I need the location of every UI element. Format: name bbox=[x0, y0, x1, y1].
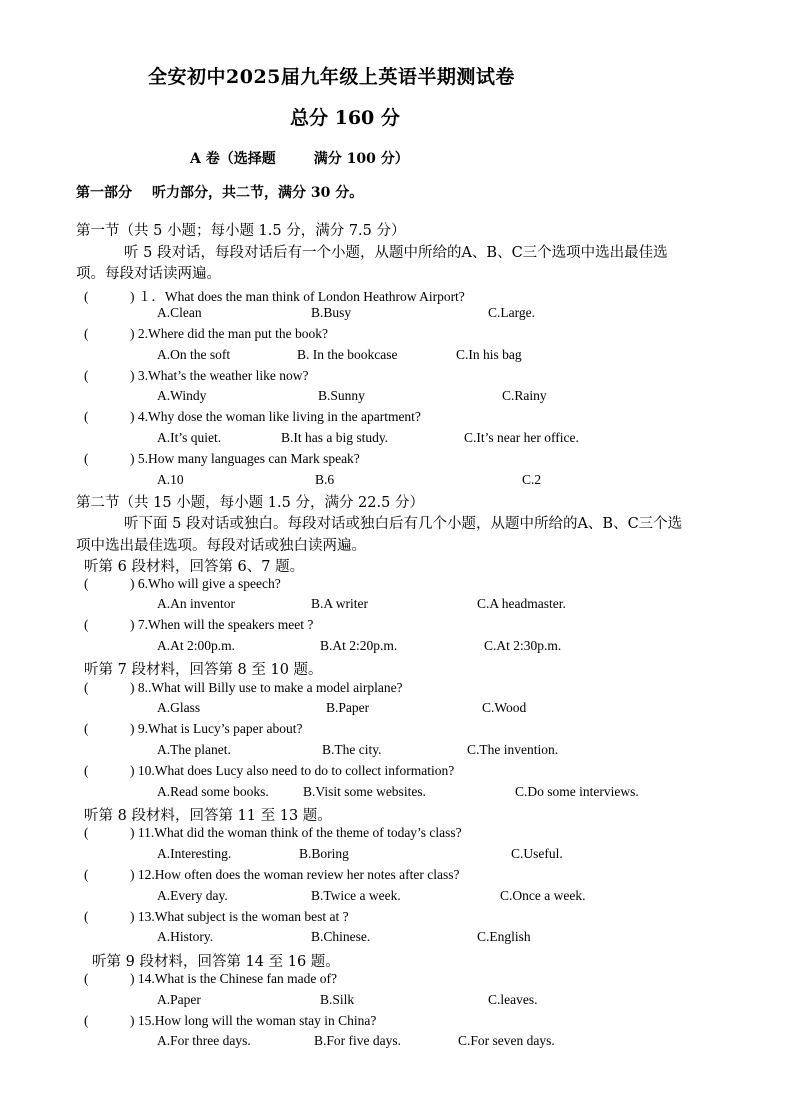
question-15: ( ) 15.How long will the woman stay in China? bbox=[84, 1013, 377, 1028]
exam-title: 全安初中2025届九年级上英语半期测试卷 bbox=[148, 66, 515, 88]
question-text: 14.What is the Chinese fan made of? bbox=[137, 971, 337, 986]
group-9-heading: 听第 9 段材料，回答第 14 至 16 题。 bbox=[92, 954, 340, 970]
option-b: B.Busy bbox=[311, 305, 352, 320]
option-c: C.A headmaster. bbox=[477, 596, 566, 611]
option-b: B.Paper bbox=[326, 700, 370, 715]
answer-blank[interactable]: ( bbox=[84, 763, 89, 778]
option-c: C.English bbox=[477, 929, 531, 944]
section2-instruction-line2: 项中选出最佳选项。每段对话或独白读两遍。 bbox=[76, 538, 366, 554]
group-7-heading: 听第 7 段材料，回答第 8 至 10 题。 bbox=[84, 662, 323, 678]
question-9: ( ) 9.What is Lucy’s paper about? bbox=[84, 721, 303, 736]
option-a: A.For three days. bbox=[157, 1033, 251, 1048]
option-b: B.At 2:20p.m. bbox=[320, 638, 398, 653]
option-c: C.2 bbox=[522, 472, 542, 487]
option-b: B.The city. bbox=[322, 742, 382, 757]
option-b: B.For five days. bbox=[314, 1033, 401, 1048]
option-c: C.At 2:30p.m. bbox=[484, 638, 562, 653]
option-c: C.In his bag bbox=[456, 347, 522, 362]
question-text: １．What does the man think of London Heathrow Airport? bbox=[137, 289, 465, 304]
answer-blank[interactable]: ( bbox=[84, 680, 89, 695]
option-a: A.Read some books. bbox=[157, 784, 269, 799]
option-a: A.Interesting. bbox=[157, 846, 232, 861]
question-2: ( ) 2.Where did the man put the book? bbox=[84, 326, 328, 341]
question-13: ( ) 13.What subject is the woman best at ? bbox=[84, 909, 349, 924]
option-c: C.leaves. bbox=[488, 992, 538, 1007]
question-11: ( ) 11.What did the woman think of the theme of today’s class? bbox=[84, 825, 462, 840]
question-10: ( ) 10.What does Lucy also need to do to collect information? bbox=[84, 763, 455, 778]
option-b: B.It has a big study. bbox=[281, 430, 389, 445]
section1-instruction-line2: 项。每段对话读两遍。 bbox=[76, 266, 221, 282]
part-desc: 听力部分，共二节，满分 30 分。 bbox=[152, 185, 364, 201]
option-a: A.It’s quiet. bbox=[157, 430, 222, 445]
section1-heading: 第一节（共 5 小题；每小题 1.5 分，满分 7.5 分） bbox=[76, 223, 406, 239]
option-a: A.Glass bbox=[157, 700, 201, 715]
option-b: B.A writer bbox=[311, 596, 368, 611]
question-text: 5.How many languages can Mark speak? bbox=[137, 451, 360, 466]
question-text: 12.How often does the woman review her notes after class? bbox=[137, 867, 460, 882]
option-a: A.10 bbox=[157, 472, 184, 487]
option-c: C.Large. bbox=[488, 305, 535, 320]
answer-blank[interactable]: ( bbox=[84, 409, 89, 424]
question-7: ( ) 7.When will the speakers meet ? bbox=[84, 617, 314, 632]
option-b: B.Silk bbox=[320, 992, 355, 1007]
group-6-heading: 听第 6 段材料，回答第 6、7 题。 bbox=[84, 559, 305, 575]
answer-blank[interactable]: ( bbox=[84, 451, 89, 466]
part-one-heading bbox=[76, 182, 363, 202]
option-b: B.Boring bbox=[299, 846, 349, 861]
option-a: A.Windy bbox=[157, 388, 207, 403]
option-c: C.Useful. bbox=[511, 846, 563, 861]
option-c: C.For seven days. bbox=[458, 1033, 555, 1048]
option-c: C.Once a week. bbox=[500, 888, 586, 903]
question-text: 2.Where did the man put the book? bbox=[137, 326, 328, 341]
question-text: 3.What’s the weather like now? bbox=[137, 368, 309, 383]
option-c: C.The invention. bbox=[467, 742, 559, 757]
option-b: B.Twice a week. bbox=[311, 888, 401, 903]
section1-instruction-line1: 听 5 段对话，每段对话后有一个小题，从题中所给的A、B、C三个选项中选出最佳选 bbox=[124, 245, 668, 261]
question-text: 9.What is Lucy’s paper about? bbox=[137, 721, 303, 736]
option-b: B.6 bbox=[315, 472, 335, 487]
option-a: A.On the soft bbox=[157, 347, 231, 362]
answer-blank[interactable]: ( bbox=[84, 326, 89, 341]
question-3: ( ) 3.What’s the weather like now? bbox=[84, 368, 309, 383]
paper-label: A 卷（选择题 bbox=[190, 151, 276, 167]
answer-blank[interactable]: ( bbox=[84, 1013, 89, 1028]
paper-score: 满分 100 分） bbox=[313, 151, 409, 167]
question-text: 6.Who will give a speech? bbox=[137, 576, 281, 591]
answer-blank[interactable]: ( bbox=[84, 867, 89, 882]
option-c: C.Do some interviews. bbox=[515, 784, 639, 799]
answer-blank[interactable]: ( bbox=[84, 721, 89, 736]
question-text: 7.When will the speakers meet ? bbox=[137, 617, 314, 632]
answer-blank[interactable]: ( bbox=[84, 289, 89, 304]
option-b: B. In the bookcase bbox=[297, 347, 398, 362]
question-6: ( ) 6.Who will give a speech? bbox=[84, 576, 281, 591]
option-a: A.An inventor bbox=[157, 596, 235, 611]
option-a: A.Clean bbox=[157, 305, 202, 320]
question-8: ( ) 8..What will Billy use to make a model airplane? bbox=[84, 680, 403, 695]
paper-a-heading bbox=[190, 148, 409, 168]
answer-blank[interactable]: ( bbox=[84, 576, 89, 591]
option-c: C.Rainy bbox=[502, 388, 547, 403]
part-label: 第一部分 bbox=[76, 185, 132, 201]
question-text: 15.How long will the woman stay in China? bbox=[137, 1013, 377, 1028]
option-b: B.Sunny bbox=[318, 388, 365, 403]
answer-blank[interactable]: ( bbox=[84, 825, 89, 840]
question-12: ( ) 12.How often does the woman review her notes after class? bbox=[84, 867, 460, 882]
question-14: ( ) 14.What is the Chinese fan made of? bbox=[84, 971, 337, 986]
section2-instruction-line1: 听下面 5 段对话或独白。每段对话或独白后有几个小题，从题中所给的A、B、C三个选 bbox=[124, 516, 683, 532]
question-text: 10.What does Lucy also need to do to collect information? bbox=[137, 763, 455, 778]
question-4: ( ) 4.Why dose the woman like living in the apartment? bbox=[84, 409, 421, 424]
group-8-heading: 听第 8 段材料，回答第 11 至 13 题。 bbox=[84, 808, 332, 824]
question-text: 4.Why dose the woman like living in the apartment? bbox=[137, 409, 421, 424]
option-b: B.Visit some websites. bbox=[303, 784, 426, 799]
total-score: 总分 160 分 bbox=[290, 107, 400, 129]
question-5: ( ) 5.How many languages can Mark speak? bbox=[84, 451, 360, 466]
option-a: A.The planet. bbox=[157, 742, 231, 757]
answer-blank[interactable]: ( bbox=[84, 368, 89, 383]
option-a: A.History. bbox=[157, 929, 214, 944]
answer-blank[interactable]: ( bbox=[84, 617, 89, 632]
option-c: C.It’s near her office. bbox=[464, 430, 579, 445]
question-text: 13.What subject is the woman best at ? bbox=[137, 909, 349, 924]
option-a: A.At 2:00p.m. bbox=[157, 638, 236, 653]
question-1: ( ) １．What does the man think of London Heathrow Airport? bbox=[84, 289, 465, 304]
question-text: 11.What did the woman think of the theme of today’s class? bbox=[137, 825, 462, 840]
option-b: B.Chinese. bbox=[311, 929, 371, 944]
answer-blank[interactable]: ( bbox=[84, 909, 89, 924]
option-c: C.Wood bbox=[482, 700, 527, 715]
option-a: A.Paper bbox=[157, 992, 201, 1007]
question-text: 8..What will Billy use to make a model airplane? bbox=[137, 680, 403, 695]
option-a: A.Every day. bbox=[157, 888, 228, 903]
section2-heading: 第二节（共 15 小题，每小题 1.5 分，满分 22.5 分） bbox=[76, 495, 424, 511]
answer-blank[interactable]: ( bbox=[84, 971, 89, 986]
